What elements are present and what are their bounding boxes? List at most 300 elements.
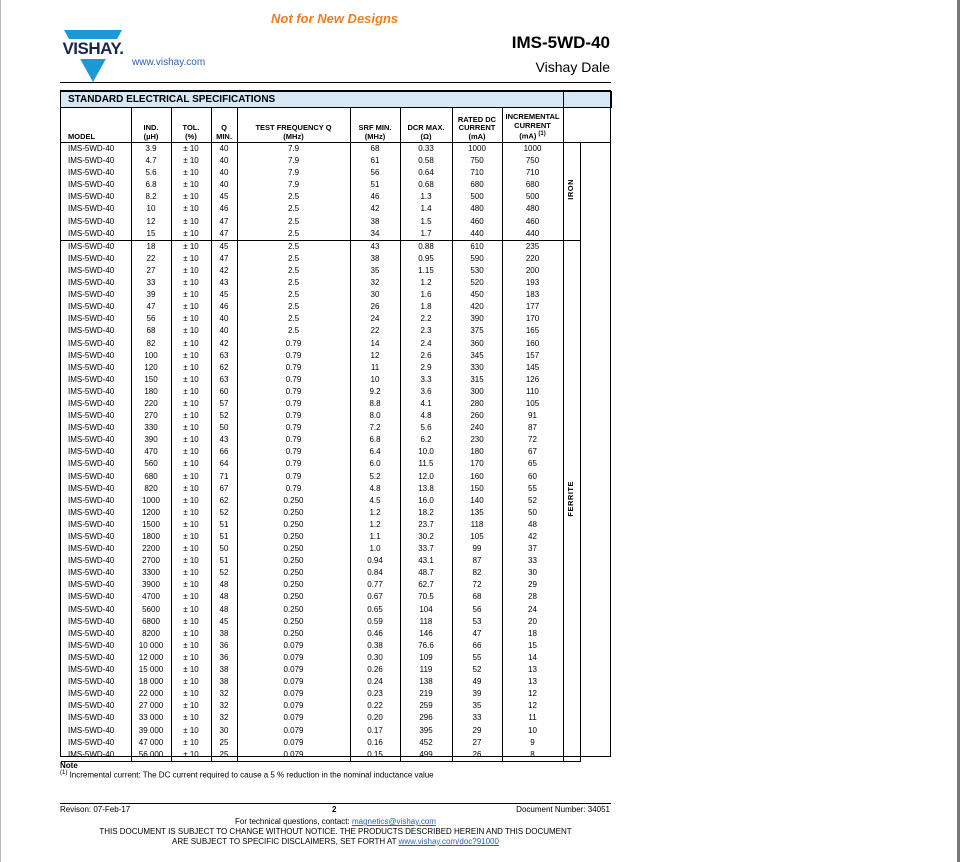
cell-rated-dc-current: 170 [452,458,502,470]
table-row [61,616,611,628]
cell-test-frequency: 7.9 [237,167,350,179]
col-header-inductance: IND. (µH) [131,108,171,143]
cell-tolerance: ± 10 [171,362,211,374]
cell-model: IMS-5WD-40 [68,737,115,747]
cell-test-frequency: 2.5 [237,203,350,215]
cell-test-frequency: 0.79 [237,410,350,422]
cell-srf-min: 32 [350,277,400,289]
cell-rated-dc-current: 33 [452,712,502,724]
cell-q-min: 38 [211,628,237,640]
cell-q-min: 38 [211,664,237,676]
cell-incremental-current: 14 [502,652,563,664]
cell-dcr-max: 138 [400,676,452,688]
cell-rated-dc-current: 440 [452,228,502,241]
cell-model: IMS-5WD-40 [68,423,115,433]
cell-rated-dc-current: 390 [452,313,502,325]
cell-test-frequency: 7.9 [237,155,350,167]
cell-srf-min: 1.0 [350,543,400,555]
cell-q-min: 48 [211,579,237,591]
table-row [61,604,611,616]
table-row [61,737,611,749]
cell-model: IMS-5WD-40 [68,168,115,178]
cell-inductance: 6.8 [131,179,171,191]
cell-q-min: 42 [211,338,237,350]
cell-q-min: 62 [211,495,237,507]
cell-incremental-current: 18 [502,628,563,640]
cell-srf-min: 34 [350,228,400,241]
cell-q-min: 48 [211,591,237,603]
cell-rated-dc-current: 160 [452,471,502,483]
cell-inductance: 47 000 [131,737,171,749]
table-row [61,410,611,422]
cell-tolerance: ± 10 [171,410,211,422]
cell-tolerance: ± 10 [171,628,211,640]
cell-q-min: 32 [211,700,237,712]
cell-tolerance: ± 10 [171,652,211,664]
cell-dcr-max: 18.2 [400,507,452,519]
cell-srf-min: 14 [350,338,400,350]
cell-rated-dc-current: 315 [452,374,502,386]
cell-srf-min: 61 [350,155,400,167]
cell-inductance: 39 [131,289,171,301]
cell-dcr-max: 2.3 [400,325,452,337]
table-row [61,313,611,325]
cell-test-frequency: 0.79 [237,471,350,483]
table-row [61,434,611,446]
cell-test-frequency: 0.79 [237,386,350,398]
cell-model: IMS-5WD-40 [68,459,115,469]
cell-dcr-max: 48.7 [400,567,452,579]
cell-dcr-max: 3.6 [400,386,452,398]
table-row [61,277,611,289]
table-row [61,301,611,313]
cell-tolerance: ± 10 [171,301,211,313]
table-row [61,700,611,712]
cell-test-frequency: 2.5 [237,228,350,241]
technical-contact-line: For technical questions, contact: magnetics@vishay.com [235,817,436,826]
electrical-specifications-table [61,91,612,762]
cell-q-min: 43 [211,277,237,289]
cell-rated-dc-current: 280 [452,398,502,410]
cell-rated-dc-current: 260 [452,410,502,422]
cell-incremental-current: 105 [502,398,563,410]
cell-inductance: 47 [131,301,171,313]
cell-rated-dc-current: 27 [452,737,502,749]
col-header-model: MODEL [61,108,131,143]
table-title-row [61,92,611,108]
cell-model: IMS-5WD-40 [68,604,115,614]
cell-inductance: 270 [131,410,171,422]
cell-incremental-current: 12 [502,700,563,712]
cell-model: IMS-5WD-40 [68,628,115,638]
cell-model: IMS-5WD-40 [68,640,115,650]
table-row [61,749,611,762]
cell-inductance: 12 000 [131,652,171,664]
cell-tolerance: ± 10 [171,398,211,410]
cell-incremental-current: 177 [502,301,563,313]
cell-dcr-max: 13.8 [400,483,452,495]
table-row [61,228,611,241]
cell-srf-min: 8.8 [350,398,400,410]
cell-dcr-max: 118 [400,616,452,628]
cell-inductance: 1500 [131,519,171,531]
cell-tolerance: ± 10 [171,228,211,241]
cell-test-frequency: 0.079 [237,712,350,724]
website-link[interactable]: www.vishay.com [132,57,206,68]
cell-test-frequency: 2.5 [237,325,350,337]
cell-test-frequency: 2.5 [237,253,350,265]
cell-model: IMS-5WD-40 [68,556,115,566]
cell-model: IMS-5WD-40 [68,290,115,300]
cell-inductance: 10 000 [131,640,171,652]
cell-incremental-current: 200 [502,265,563,277]
cell-inductance: 3300 [131,567,171,579]
cell-dcr-max: 1.5 [400,216,452,228]
cell-dcr-max: 6.2 [400,434,452,446]
cell-model: IMS-5WD-40 [68,314,115,324]
table-row [61,422,611,434]
cell-model: IMS-5WD-40 [68,592,115,602]
cell-inductance: 22 000 [131,688,171,700]
cell-rated-dc-current: 530 [452,265,502,277]
cell-dcr-max: 104 [400,604,452,616]
cell-inductance: 120 [131,362,171,374]
cell-dcr-max: 146 [400,628,452,640]
cell-test-frequency: 2.5 [237,265,350,277]
cell-inductance: 390 [131,434,171,446]
cell-model: IMS-5WD-40 [68,386,115,396]
cell-model: IMS-5WD-40 [68,544,115,554]
cell-rated-dc-current: 29 [452,725,502,737]
cell-srf-min: 35 [350,265,400,277]
cell-test-frequency: 2.5 [237,191,350,203]
cell-rated-dc-current: 345 [452,350,502,362]
cell-incremental-current: 30 [502,567,563,579]
cell-q-min: 30 [211,725,237,737]
cell-dcr-max: 1.3 [400,191,452,203]
cell-incremental-current: 33 [502,555,563,567]
cell-q-min: 36 [211,640,237,652]
cell-inductance: 12 [131,216,171,228]
cell-inductance: 68 [131,325,171,337]
cell-incremental-current: 24 [502,604,563,616]
cell-incremental-current: 710 [502,167,563,179]
cell-test-frequency: 0.79 [237,434,350,446]
cell-tolerance: ± 10 [171,386,211,398]
cell-inductance: 3.9 [131,143,171,156]
cell-inductance: 150 [131,374,171,386]
cell-srf-min: 11 [350,362,400,374]
table-row [61,167,611,179]
cell-rated-dc-current: 330 [452,362,502,374]
cell-model: IMS-5WD-40 [68,253,115,263]
cell-incremental-current: 157 [502,350,563,362]
cell-srf-min: 0.65 [350,604,400,616]
cell-q-min: 43 [211,434,237,446]
cell-incremental-current: 65 [502,458,563,470]
cell-rated-dc-current: 180 [452,446,502,458]
cell-q-min: 45 [211,289,237,301]
cell-test-frequency: 0.79 [237,338,350,350]
cell-inductance: 15 000 [131,664,171,676]
cell-srf-min: 0.15 [350,749,400,762]
cell-q-min: 40 [211,179,237,191]
table-row [61,289,611,301]
cell-inductance: 820 [131,483,171,495]
cell-test-frequency: 0.79 [237,446,350,458]
table-row [61,495,611,507]
cell-model: IMS-5WD-40 [68,204,115,214]
cell-dcr-max: 4.1 [400,398,452,410]
cell-tolerance: ± 10 [171,725,211,737]
cell-q-min: 38 [211,676,237,688]
cell-srf-min: 0.16 [350,737,400,749]
table-row [61,567,611,579]
cell-dcr-max: 33.7 [400,543,452,555]
cell-test-frequency: 2.5 [237,289,350,301]
cell-incremental-current: 440 [502,228,563,241]
cell-q-min: 60 [211,386,237,398]
cell-model: IMS-5WD-40 [68,652,115,662]
cell-incremental-current: 110 [502,386,563,398]
cell-srf-min: 5.2 [350,471,400,483]
cell-dcr-max: 109 [400,652,452,664]
table-row [61,216,611,228]
cell-dcr-max: 16.0 [400,495,452,507]
cell-srf-min: 0.94 [350,555,400,567]
cell-incremental-current: 72 [502,434,563,446]
cell-rated-dc-current: 55 [452,652,502,664]
cell-incremental-current: 13 [502,676,563,688]
disclaimer-link[interactable]: www.vishay.com/doc?91000 [398,837,499,846]
table-title: STANDARD ELECTRICAL SPECIFICATIONS [61,92,563,108]
cell-tolerance: ± 10 [171,483,211,495]
cell-inductance: 1000 [131,495,171,507]
cell-incremental-current: 20 [502,616,563,628]
cell-inductance: 220 [131,398,171,410]
cell-model: IMS-5WD-40 [68,568,115,578]
cell-tolerance: ± 10 [171,495,211,507]
cell-dcr-max: 10.0 [400,446,452,458]
cell-model: IMS-5WD-40 [68,701,115,711]
cell-tolerance: ± 10 [171,604,211,616]
vishay-logo-text: VISHAY. [62,39,124,58]
cell-dcr-max: 499 [400,749,452,762]
table-header-row [61,108,611,143]
cell-q-min: 50 [211,543,237,555]
note-text: $^{(1)}$ Incremental current: The DC current required to cause a 5 % reduction in the nominal inductance value [60,770,434,780]
cell-rated-dc-current: 82 [452,567,502,579]
table-row [61,471,611,483]
cell-incremental-current: 91 [502,410,563,422]
cell-q-min: 62 [211,362,237,374]
table-row [61,191,611,203]
cell-dcr-max: 395 [400,725,452,737]
cell-model: IMS-5WD-40 [68,350,115,360]
cell-q-min: 71 [211,471,237,483]
footer-divider [60,803,611,804]
cell-q-min: 32 [211,712,237,724]
col-header-test-frequency: TEST FREQUENCY Q (MHz) [237,108,350,143]
cell-tolerance: ± 10 [171,289,211,301]
cell-rated-dc-current: 150 [452,483,502,495]
cell-test-frequency: 2.5 [237,301,350,313]
cell-srf-min: 0.46 [350,628,400,640]
col-header-srf-min: SRF MIN. (MHz) [350,108,400,143]
cell-rated-dc-current: 480 [452,203,502,215]
cell-model: IMS-5WD-40 [68,435,115,445]
cell-inductance: 4.7 [131,155,171,167]
cell-test-frequency: 0.250 [237,579,350,591]
cell-tolerance: ± 10 [171,471,211,483]
cell-tolerance: ± 10 [171,265,211,277]
cell-rated-dc-current: 56 [452,604,502,616]
cell-model: IMS-5WD-40 [68,483,115,493]
cell-dcr-max: 2.9 [400,362,452,374]
vishay-logo [60,30,126,82]
cell-srf-min: 6.0 [350,458,400,470]
cell-srf-min: 9.2 [350,386,400,398]
cell-incremental-current: 67 [502,446,563,458]
cell-tolerance: ± 10 [171,737,211,749]
cell-test-frequency: 0.250 [237,567,350,579]
cell-srf-min: 43 [350,240,400,253]
cell-test-frequency: 2.5 [237,313,350,325]
cell-dcr-max: 0.64 [400,167,452,179]
table-row [61,446,611,458]
cell-srf-min: 1.2 [350,507,400,519]
col-header-q-min: Q MIN. [211,108,237,143]
band-label-iron: IRON [566,178,576,200]
cell-srf-min: 0.84 [350,567,400,579]
cell-model: IMS-5WD-40 [68,362,115,372]
cell-q-min: 40 [211,143,237,156]
table-row [61,543,611,555]
cell-tolerance: ± 10 [171,422,211,434]
cell-dcr-max: 3.3 [400,374,452,386]
contact-email-link[interactable]: magnetics@vishay.com [351,817,436,826]
part-number-title: IMS-5WD-40 [511,33,610,52]
cell-tolerance: ± 10 [171,240,211,253]
table-row [61,398,611,410]
cell-test-frequency: 0.250 [237,555,350,567]
cell-model: IMS-5WD-40 [61,228,131,241]
cell-q-min: 51 [211,555,237,567]
cell-rated-dc-current: 750 [452,155,502,167]
cell-rated-dc-current: 1000 [452,143,502,156]
cell-incremental-current: 193 [502,277,563,289]
cell-inductance: 100 [131,350,171,362]
cell-model: IMS-5WD-40 [68,580,115,590]
cell-incremental-current: 15 [502,640,563,652]
table-row [61,725,611,737]
cell-tolerance: ± 10 [171,313,211,325]
table-row [61,664,611,676]
cell-tolerance: ± 10 [171,179,211,191]
iron-rows [61,143,611,241]
cell-q-min: 63 [211,350,237,362]
cell-srf-min: 0.23 [350,688,400,700]
table-row [61,325,611,337]
cell-test-frequency: 0.79 [237,350,350,362]
cell-rated-dc-current: 520 [452,277,502,289]
cell-srf-min: 38 [350,253,400,265]
cell-tolerance: ± 10 [171,531,211,543]
cell-dcr-max: 1.6 [400,289,452,301]
cell-model: IMS-5WD-40 [68,180,115,190]
cell-dcr-max: 1.8 [400,301,452,313]
col-header-dcr-max: DCR MAX. (Ω) [400,108,452,143]
cell-dcr-max: 0.58 [400,155,452,167]
cell-tolerance: ± 10 [171,579,211,591]
cell-incremental-current: 13 [502,664,563,676]
cell-test-frequency: 2.5 [237,216,350,228]
cell-incremental-current: 165 [502,325,563,337]
cell-dcr-max: 1.7 [400,228,452,241]
not-for-new-designs-banner: Not for New Designs [271,11,399,26]
cell-test-frequency: 0.079 [237,652,350,664]
cell-model: IMS-5WD-40 [68,677,115,687]
cell-rated-dc-current: 230 [452,434,502,446]
cell-model: IMS-5WD-40 [68,398,115,408]
cell-model: IMS-5WD-40 [68,374,115,384]
cell-test-frequency: 2.5 [237,277,350,289]
cell-tolerance: ± 10 [171,749,211,762]
cell-tolerance: ± 10 [171,155,211,167]
cell-inductance: 33 [131,277,171,289]
cell-q-min: 57 [211,398,237,410]
table-row [61,579,611,591]
cell-tolerance: ± 10 [171,434,211,446]
cell-inductance: 3900 [131,579,171,591]
col-header-incremental-current: INCREMENTAL CURRENT (mA) $^{(1)}$ [502,108,563,143]
cell-dcr-max: 12.0 [400,471,452,483]
cell-test-frequency: 0.250 [237,495,350,507]
cell-tolerance: ± 10 [171,350,211,362]
cell-dcr-max: 219 [400,688,452,700]
cell-dcr-max: 4.8 [400,410,452,422]
header-divider [60,82,611,83]
cell-srf-min: 0.77 [350,579,400,591]
table-row [61,143,611,156]
page-edge-left [0,0,1,862]
table-row [61,712,611,724]
cell-q-min: 40 [211,155,237,167]
cell-model: IMS-5WD-40 [68,278,115,288]
cell-dcr-max: 452 [400,737,452,749]
cell-incremental-current: 12 [502,688,563,700]
cell-dcr-max: 259 [400,700,452,712]
cell-tolerance: ± 10 [171,640,211,652]
cell-srf-min: 6.8 [350,434,400,446]
cell-rated-dc-current: 240 [452,422,502,434]
cell-srf-min: 38 [350,216,400,228]
cell-rated-dc-current: 610 [452,240,502,253]
table-row [61,640,611,652]
cell-dcr-max: 119 [400,664,452,676]
cell-test-frequency: 0.79 [237,362,350,374]
cell-inductance: 8.2 [131,191,171,203]
cell-incremental-current: 60 [502,471,563,483]
cell-model: IMS-5WD-40 [68,338,115,348]
table-row [61,386,611,398]
cell-tolerance: ± 10 [171,458,211,470]
cell-q-min: 52 [211,567,237,579]
cell-tolerance: ± 10 [171,277,211,289]
cell-incremental-current: 145 [502,362,563,374]
cell-q-min: 50 [211,422,237,434]
cell-incremental-current: 8 [502,749,563,762]
